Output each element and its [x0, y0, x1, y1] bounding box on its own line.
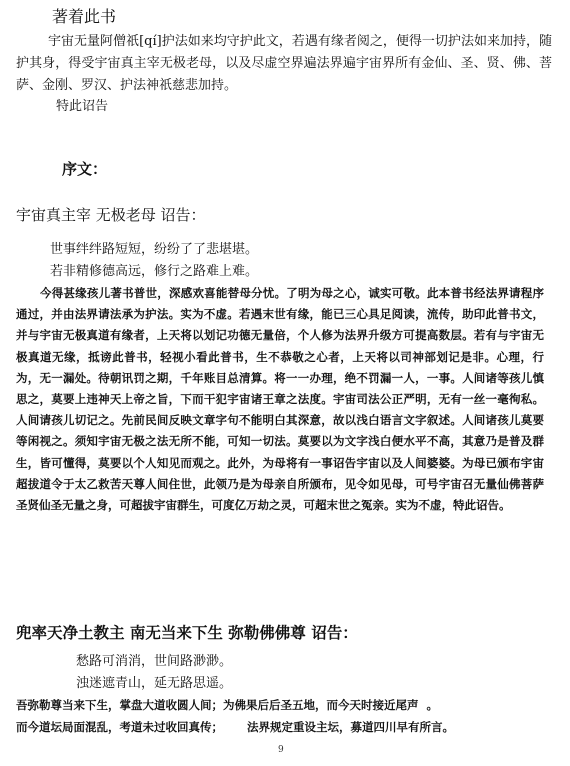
- tail-line-2: 而今道坛局面混乱，考道未过收回真传； 法界规定重设主坛，募道四川早有所言。: [16, 719, 455, 734]
- preface-title: 序文：: [62, 160, 108, 178]
- tail-verse: [16, 695, 552, 738]
- tail-line-1: 吾弥勒尊当来下生，掌盘大道收圆人间；为佛果后后圣五地，而今天时接近尾声 。: [16, 698, 439, 712]
- intro-signoff: 特此诏告: [56, 99, 109, 114]
- intro-paragraph: 宇宙无量阿僧祇[qí]护法如来均守护此文，若遇有缘者阅之，便得一切护法如来加持，随护其身，得受宇宙真主宰无极老母，以及尽虚空界遍法界遍宇宙界所有金仙、圣、贤、佛、菩萨、金刚、罗汉、护法神祇慈悲加持。: [16, 34, 552, 93]
- page-number: 9: [278, 745, 284, 755]
- poem-line-2: 若非精修德高远，修行之路难上难。: [50, 264, 259, 279]
- poem-line-4: 浊迷遮青山，延无路思遥。: [76, 676, 233, 691]
- decree-title-2: 兜率天净土教主 南无当来下生 弥勒佛佛尊 诏告：: [16, 624, 358, 642]
- poem-line-3: 愁路可消消，世间路渺渺。: [76, 654, 233, 669]
- section-heading: 著着此书: [52, 7, 117, 26]
- decree-title-1: 宇宙真主宰 无极老母 诏告：: [16, 206, 206, 224]
- body-paragraph: 今得甚缘孩儿著书普世，深感欢喜能替母分忧。了明为母之心，诚实可敬。此本普书经法界请程序通过，并由法界请法承为护法。实为不虚。若遇末世有缘，能已三心具足阅读，流传，助印此普书文，并与宇宙无极真道有缘者，上天将以划记功德无量倍，个人修为法界升级方可提高数层。若有与宇宙无极真道无缘，抵谤此普书，轻视小看此普书，生不恭敬之心者，上天将以司神部划记是非。心理，行为，无一漏处。待朝讯罚之期，千年账目总清算。将一一办理，绝不罚漏一人，一事。人间诸等孩儿慎思之，莫要上违神天上帝之旨，下而干犯宇宙诸王章之法度。宇宙司法公正严明，无有一丝一毫徇私。人间请孩儿切记之。先前民间反映文章字句不能明白其深意，故以浅白语言文字叙述。人间诸孩儿莫要等闲视之。须知宇宙无极之法无所不能，可知一切法。莫要以为文字浅白便水平不高，其意乃是普及群生，皆可懂得，莫要以个人知见而观之。此外，为母将有一事诏告宇宙以及人间婆婆。为母已颁布宇宙超拔道令于太乙救苦天尊人间住世，此领乃是为母亲自所颁布，见令如见母，可号宇宙召无量仙佛菩萨圣贤仙圣无量之身，可超拔宇宙群生，可度亿万劫之灵，可超末世之冤亲。实为不虚，特此诏告。: [16, 286, 544, 513]
- poem-line-1: 世事绊绊路短短，纷纷了了悲堪堪。: [50, 242, 259, 257]
